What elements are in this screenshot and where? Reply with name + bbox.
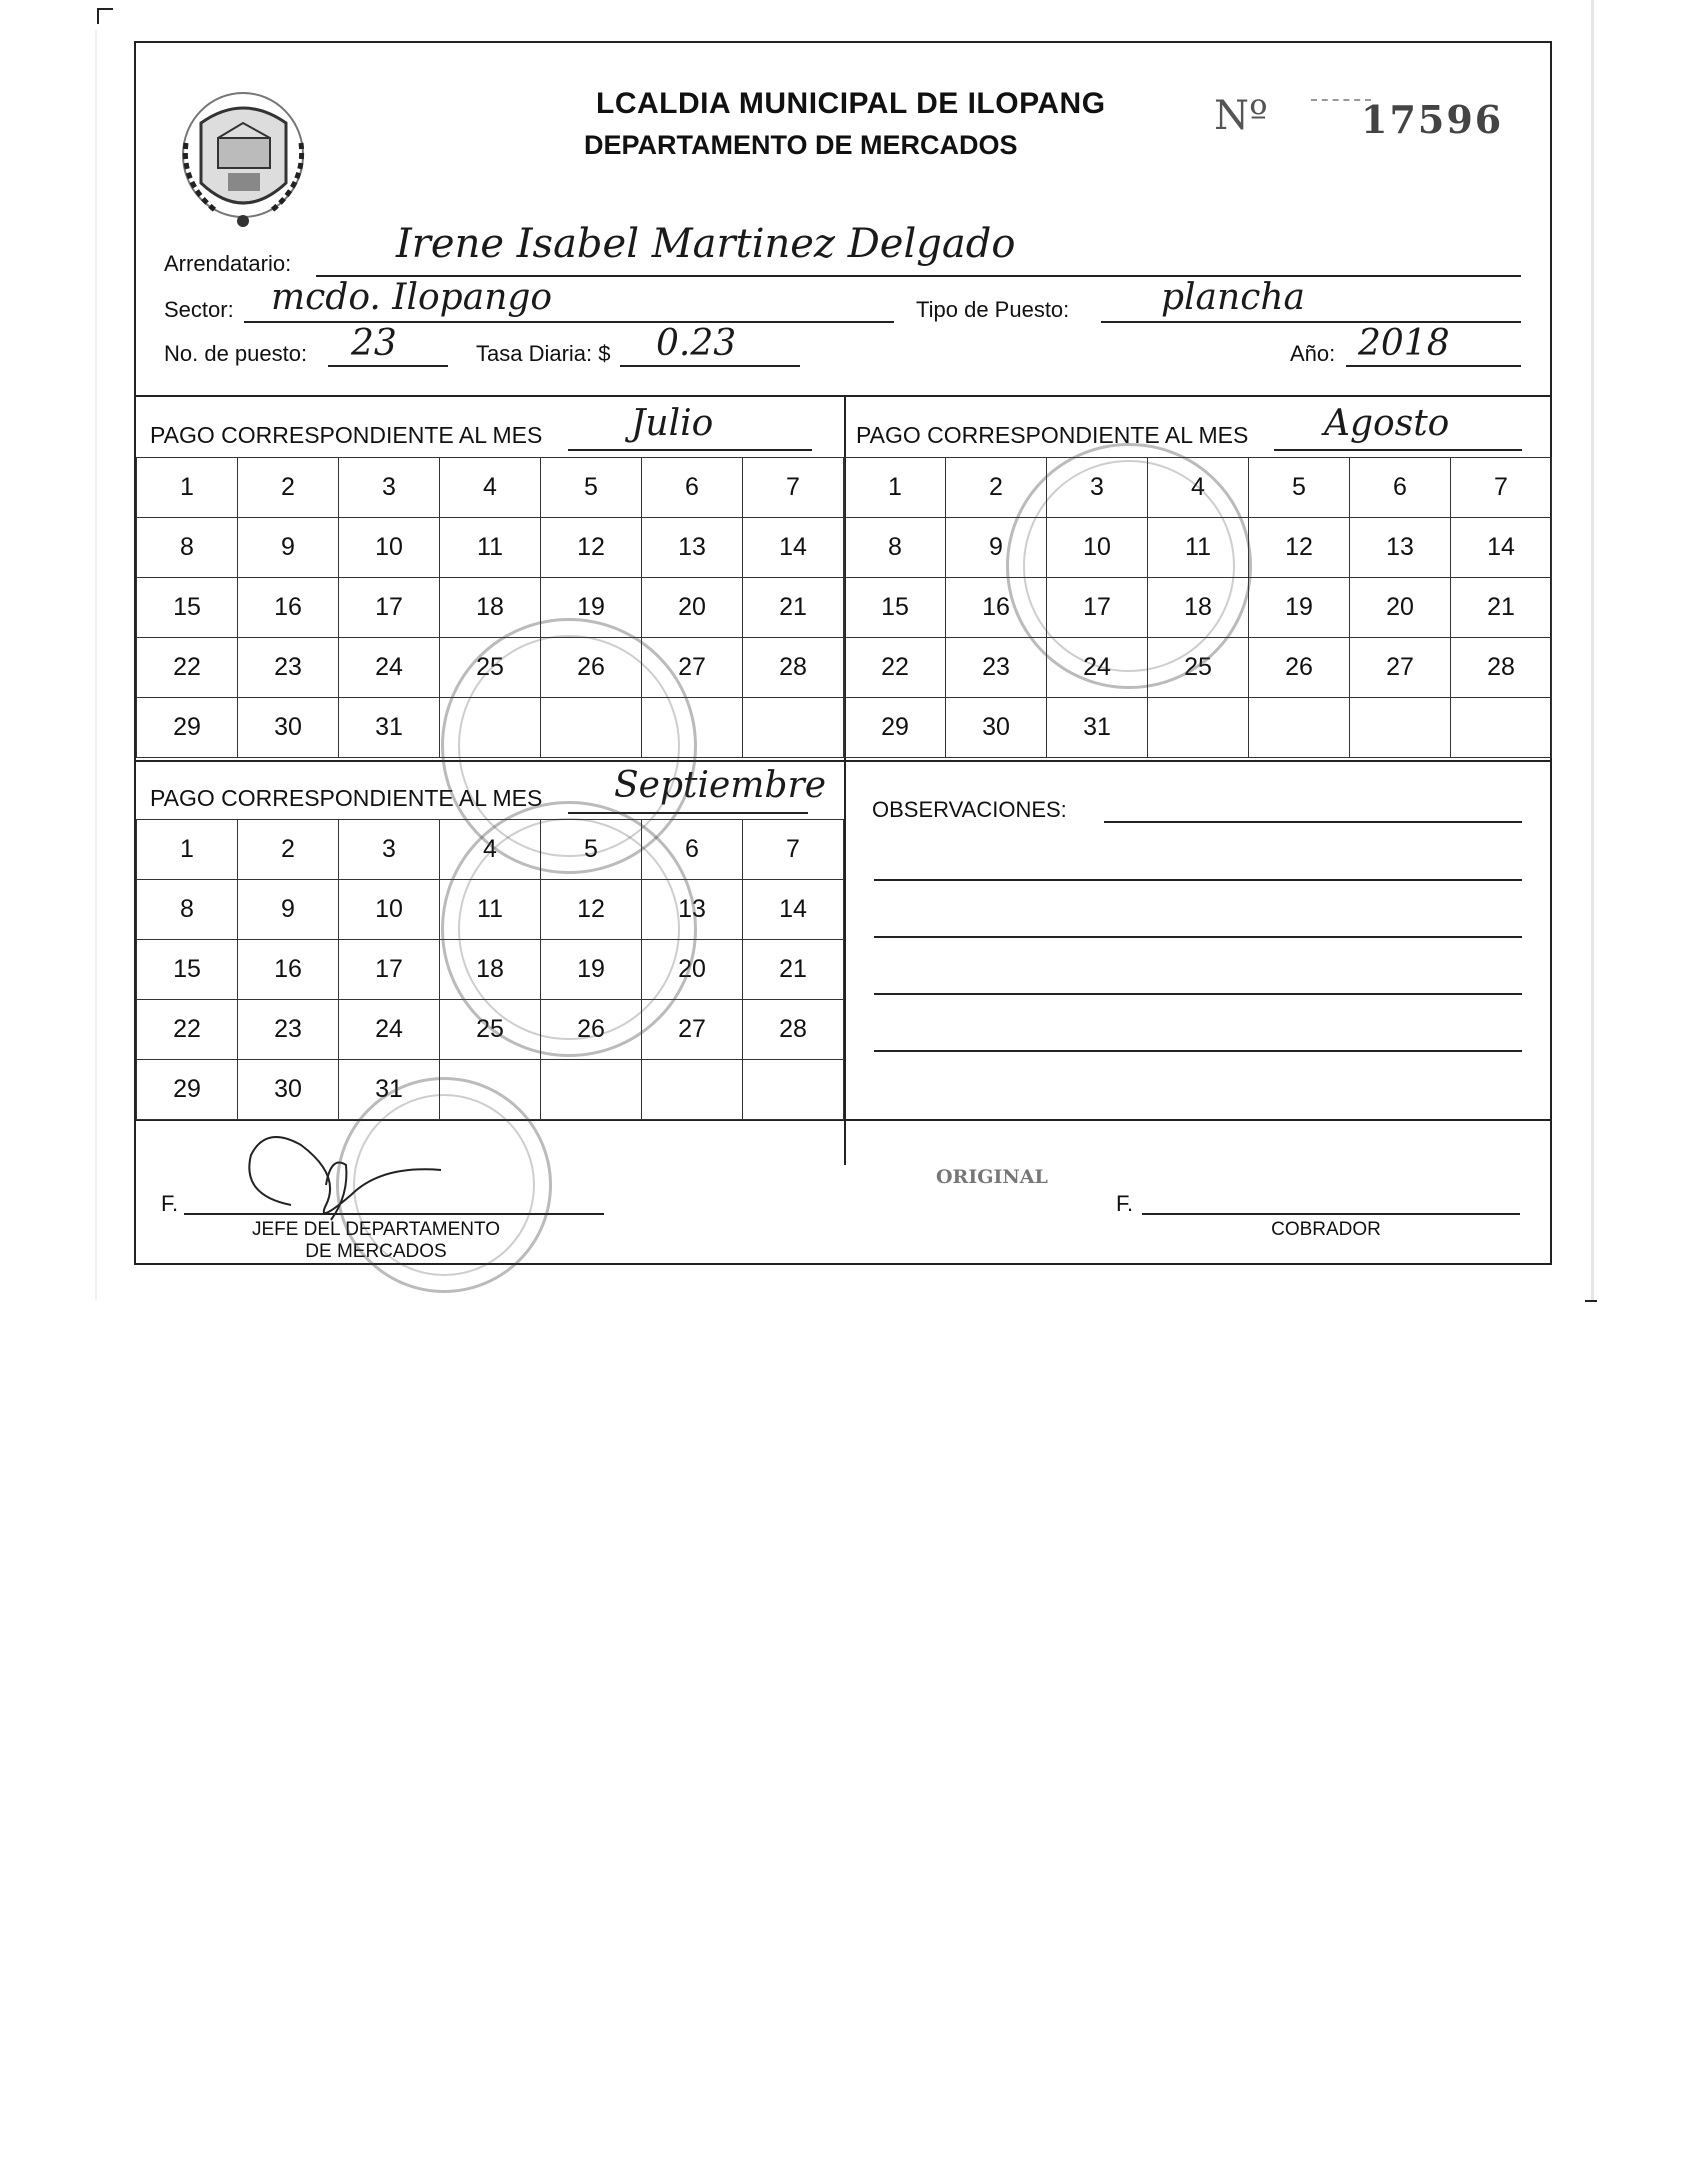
observaciones-label: OBSERVACIONES:: [872, 797, 1067, 822]
day-cell: 14: [743, 880, 844, 940]
day-cell: 7: [1451, 458, 1552, 518]
day-cell: 10: [339, 880, 440, 940]
day-cell: 2: [946, 458, 1047, 518]
day-cell: 23: [238, 1000, 339, 1060]
day-cell: 23: [238, 638, 339, 698]
number-label: Nº: [1214, 93, 1268, 139]
day-cell: 15: [845, 578, 946, 638]
day-cell: 8: [137, 880, 238, 940]
day-cell: 18: [440, 940, 541, 1000]
day-cell: 28: [1451, 638, 1552, 698]
month-3-value: Septiembre: [614, 765, 826, 806]
day-cell: 11: [440, 880, 541, 940]
puesto-value: 23: [351, 323, 397, 364]
day-cell: 29: [137, 1060, 238, 1120]
day-cell: 3: [339, 820, 440, 880]
sector-label: Sector:: [164, 297, 234, 322]
day-cell: 14: [1451, 518, 1552, 578]
obs-line-2: [874, 879, 1522, 881]
day-cell: 2: [238, 820, 339, 880]
day-cell: 11: [440, 518, 541, 578]
month-2-line: [1274, 449, 1522, 451]
day-cell: 13: [642, 518, 743, 578]
calendar-row: [137, 518, 844, 578]
day-cell: 25: [440, 1000, 541, 1060]
day-cell: 7: [743, 458, 844, 518]
signature-line-right: [1142, 1213, 1520, 1215]
anio-label: Año:: [1290, 341, 1336, 366]
day-cell: 8: [137, 518, 238, 578]
day-cell: 21: [743, 578, 844, 638]
day-cell: 15: [137, 578, 238, 638]
day-cell: 30: [238, 1060, 339, 1120]
scan-corner-mark: [97, 8, 113, 24]
day-cell: 31: [339, 1060, 440, 1120]
day-cell: 27: [642, 1000, 743, 1060]
day-cell: 17: [1047, 578, 1148, 638]
day-cell: [1148, 698, 1249, 758]
day-cell: 26: [541, 638, 642, 698]
day-cell: 20: [642, 940, 743, 1000]
day-cell: 29: [137, 698, 238, 758]
day-cell: 19: [541, 578, 642, 638]
department-subtitle: DEPARTAMENTO DE MERCADOS: [584, 130, 1018, 160]
calendar-row: [845, 698, 1552, 758]
cobrador-label: COBRADOR: [1271, 1219, 1381, 1240]
day-cell: 24: [339, 1000, 440, 1060]
divider-top: [136, 395, 1550, 397]
day-cell: 5: [1249, 458, 1350, 518]
month-1-label: PAGO CORRESPONDIENTE AL MES: [150, 422, 543, 448]
day-cell: 11: [1148, 518, 1249, 578]
day-cell: 6: [642, 820, 743, 880]
day-cell: 25: [440, 638, 541, 698]
day-cell: [1249, 698, 1350, 758]
day-cell: 12: [1249, 518, 1350, 578]
original-label: ORIGINAL: [936, 1166, 1048, 1188]
day-cell: 16: [238, 578, 339, 638]
day-cell: 12: [541, 880, 642, 940]
scan-tick-mark: [1585, 1300, 1597, 1302]
day-cell: 23: [946, 638, 1047, 698]
day-cell: [1350, 698, 1451, 758]
day-cell: 22: [845, 638, 946, 698]
day-cell: 21: [1451, 578, 1552, 638]
month-1-line: [568, 449, 812, 451]
day-cell: 4: [1148, 458, 1249, 518]
day-cell: 1: [845, 458, 946, 518]
day-cell: 1: [137, 820, 238, 880]
day-cell: 6: [1350, 458, 1451, 518]
receipt-number: 17596: [1361, 97, 1504, 142]
day-cell: 30: [946, 698, 1047, 758]
administration-stamp-icon: [441, 801, 697, 1057]
day-cell: [743, 1060, 844, 1120]
day-cell: 27: [642, 638, 743, 698]
day-cell: 4: [440, 820, 541, 880]
arrendatario-label: Arrendatario:: [164, 251, 292, 276]
day-cell: 15: [137, 940, 238, 1000]
puesto-line: [328, 365, 448, 367]
administration-stamp-icon: [336, 1077, 552, 1293]
day-cell: [642, 1060, 743, 1120]
day-cell: 18: [1148, 578, 1249, 638]
day-cell: 9: [238, 880, 339, 940]
day-cell: 6: [642, 458, 743, 518]
day-cell: 20: [1350, 578, 1451, 638]
obs-line-1: [1104, 821, 1522, 823]
day-cell: 27: [1350, 638, 1451, 698]
day-cell: 19: [541, 940, 642, 1000]
scan-edge-left: [95, 30, 97, 1300]
calendar-row: [137, 578, 844, 638]
day-cell: 5: [541, 458, 642, 518]
arrendatario-value: Irene Isabel Martinez Delgado: [396, 221, 1016, 267]
day-cell: 30: [238, 698, 339, 758]
jefe-line-1: JEFE DEL DEPARTAMENTO: [251, 1219, 501, 1240]
day-cell: 28: [743, 638, 844, 698]
day-cell: 22: [137, 638, 238, 698]
month-2-value: Agosto: [1324, 403, 1450, 444]
day-cell: 14: [743, 518, 844, 578]
day-cell: 18: [440, 578, 541, 638]
tipo-label: Tipo de Puesto:: [916, 297, 1070, 322]
day-cell: [541, 1060, 642, 1120]
day-cell: 25: [1148, 638, 1249, 698]
day-cell: 1: [137, 458, 238, 518]
day-cell: 13: [1350, 518, 1451, 578]
divider-middle: [136, 760, 1550, 762]
tasa-line: [620, 365, 800, 367]
jefe-line-2: DE MERCADOS: [305, 1241, 447, 1262]
anio-line: [1346, 365, 1521, 367]
day-cell: 3: [339, 458, 440, 518]
day-cell: 5: [541, 820, 642, 880]
office-title: LCALDIA MUNICIPAL DE ILOPANG: [596, 87, 1106, 120]
day-cell: 31: [1047, 698, 1148, 758]
month-2-label: PAGO CORRESPONDIENTE AL MES: [856, 422, 1249, 448]
tipo-line: [1101, 321, 1521, 323]
anio-value: 2018: [1358, 323, 1450, 364]
day-cell: 31: [339, 698, 440, 758]
day-cell: 2: [238, 458, 339, 518]
day-cell: 12: [541, 518, 642, 578]
day-cell: 16: [946, 578, 1047, 638]
day-cell: [1451, 698, 1552, 758]
sector-value: mcdo. Ilopango: [271, 277, 553, 318]
tipo-value: plancha: [1161, 277, 1306, 318]
day-cell: 17: [339, 940, 440, 1000]
administration-stamp-icon: [1006, 443, 1252, 689]
tasa-label: Tasa Diaria: $: [476, 341, 611, 366]
day-cell: 9: [238, 518, 339, 578]
obs-line-3: [874, 936, 1522, 938]
day-cell: 22: [137, 1000, 238, 1060]
day-cell: 26: [1249, 638, 1350, 698]
day-cell: 20: [642, 578, 743, 638]
month-1-value: Julio: [631, 403, 714, 444]
day-cell: 29: [845, 698, 946, 758]
sector-line: [244, 321, 894, 323]
month-3-label: PAGO CORRESPONDIENTE AL MES: [150, 785, 543, 811]
day-cell: 4: [440, 458, 541, 518]
day-cell: 16: [238, 940, 339, 1000]
day-cell: 8: [845, 518, 946, 578]
f-right-label: F.: [1116, 1191, 1134, 1216]
day-cell: 17: [339, 578, 440, 638]
day-cell: 7: [743, 820, 844, 880]
day-cell: 3: [1047, 458, 1148, 518]
day-cell: 10: [339, 518, 440, 578]
day-cell: [743, 698, 844, 758]
day-cell: 10: [1047, 518, 1148, 578]
day-cell: 19: [1249, 578, 1350, 638]
obs-line-5: [874, 1050, 1522, 1052]
obs-line-4: [874, 993, 1522, 995]
day-cell: 26: [541, 1000, 642, 1060]
day-cell: 24: [339, 638, 440, 698]
day-cell: 21: [743, 940, 844, 1000]
tasa-value: 0.23: [656, 323, 737, 364]
f-left-label: F.: [161, 1191, 179, 1216]
municipal-seal-icon: [176, 83, 311, 233]
day-cell: 28: [743, 1000, 844, 1060]
puesto-label: No. de puesto:: [164, 341, 308, 366]
market-receipt-form: [134, 41, 1552, 1265]
day-cell: 9: [946, 518, 1047, 578]
day-cell: 13: [642, 880, 743, 940]
scan-edge-right: [1591, 0, 1594, 1300]
calendar-row: [137, 458, 844, 518]
day-cell: 24: [1047, 638, 1148, 698]
